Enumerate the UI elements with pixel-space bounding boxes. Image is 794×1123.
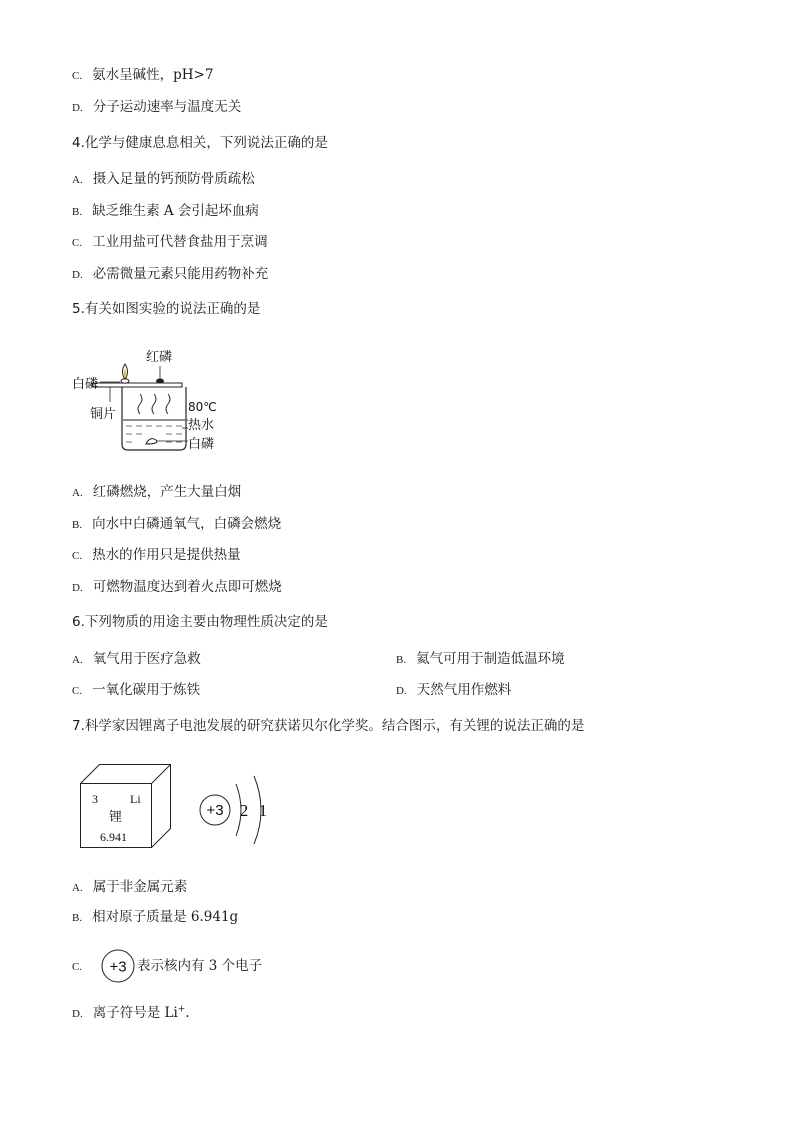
option-7c <box>72 957 92 976</box>
element-name: 锂 <box>109 810 123 825</box>
option-letter: A. <box>72 174 83 186</box>
element-symbol: Li <box>130 792 141 806</box>
option-6d <box>396 681 511 700</box>
option-text: 工业用盐可代替食盐用于烹调 <box>92 234 268 250</box>
option-text: 必需微量元素只能用药物补充 <box>92 266 269 282</box>
red-phosphorus <box>156 379 164 384</box>
option-letter: D. <box>72 269 83 281</box>
label-white-phosphorus-top: 白磷 <box>72 377 99 392</box>
question-4-stem: 4.化学与健康息息相关，下列说法正确的是 <box>72 135 328 151</box>
nucleus-charge: +3 <box>206 802 224 819</box>
label-hot-water: 热水 <box>188 418 215 433</box>
option-text: 缺乏维生素 A 会引起坏血病 <box>92 203 259 219</box>
option-letter: A. <box>72 882 83 894</box>
question-5-stem: 5.有关如图实验的说法正确的是 <box>72 301 261 317</box>
option-letter: D. <box>396 685 407 697</box>
option-letter: C. <box>72 550 83 562</box>
inline-nucleus-charge: +3 <box>109 958 127 976</box>
option-text: 红磷燃烧，产生大量白烟 <box>92 484 242 500</box>
option-text: 可燃物温度达到着火点即可燃烧 <box>92 579 282 595</box>
lithium-atom-structure <box>196 774 276 848</box>
steam <box>138 394 170 414</box>
option-6b <box>396 650 565 669</box>
option-6c <box>72 681 200 700</box>
option-letter: A. <box>72 654 83 666</box>
lithium-element-cell <box>80 763 172 853</box>
option-7c-text: 表示核内有 3 个电子 <box>137 958 263 974</box>
option-5d <box>72 578 282 597</box>
option-letter: B. <box>72 206 83 218</box>
shell-2-electrons: 1 <box>258 801 268 820</box>
option-7a <box>72 878 187 897</box>
option-text: 摄入足量的钙预防骨质疏松 <box>92 171 255 187</box>
option-7b <box>72 908 238 927</box>
option-text: 氧气用于医疗急救 <box>92 651 201 667</box>
option-text: 热水的作用只是提供热量 <box>92 547 241 563</box>
option-text: 向水中白磷通氧气，白磷会燃烧 <box>92 516 282 532</box>
option-letter: C. <box>72 685 83 697</box>
white-phosphorus-underwater <box>146 439 157 444</box>
option-suffix: . <box>185 1005 190 1021</box>
option-4d <box>72 265 268 284</box>
option-4b <box>72 202 259 221</box>
option-letter: B. <box>72 912 83 924</box>
atomic-number: 3 <box>92 792 98 806</box>
option-3d <box>72 98 241 117</box>
option-5a <box>72 483 241 502</box>
option-letter: A. <box>72 487 83 499</box>
option-text: 氦气可用于制造低温环境 <box>416 651 565 667</box>
option-4a <box>72 170 255 189</box>
option-6a <box>72 650 201 669</box>
combustion-experiment-figure <box>70 340 230 460</box>
option-text: 离子符号是 Li <box>92 1005 178 1021</box>
question-7-stem: 7.科学家因锂离子电池发展的研究获诺贝尔化学奖。结合图示，有关锂的说法正确的是 <box>72 718 585 734</box>
option-text: 属于非金属元素 <box>92 879 188 895</box>
label-temperature: 80℃ <box>188 400 217 414</box>
option-3c <box>72 66 213 85</box>
option-letter: D. <box>72 102 83 114</box>
option-letter: C. <box>72 70 83 82</box>
question-6-stem: 6.下列物质的用途主要由物理性质决定的是 <box>72 614 328 630</box>
option-text: 一氧化碳用于炼铁 <box>92 682 201 698</box>
label-red-phosphorus: 红磷 <box>146 350 173 365</box>
shell-1-electrons: 2 <box>239 801 249 820</box>
atomic-mass: 6.941 <box>100 830 127 844</box>
option-4c <box>72 233 268 252</box>
label-copper-plate: 铜片 <box>90 407 117 422</box>
option-5b <box>72 515 281 534</box>
option-letter: C. <box>72 237 83 249</box>
option-letter: B. <box>396 654 407 666</box>
option-text: 分子运动速率与温度无关 <box>92 99 242 115</box>
copper-plate <box>92 383 182 387</box>
option-letter: D. <box>72 1008 83 1020</box>
ion-charge-superscript: + <box>177 1004 186 1015</box>
option-text: 天然气用作燃料 <box>416 682 512 698</box>
option-letter: D. <box>72 582 83 594</box>
option-text: 相对原子质量是 6.941g <box>92 909 239 925</box>
label-white-phosphorus-bottom: 白磷 <box>188 437 215 452</box>
option-letter: B. <box>72 519 83 531</box>
option-5c <box>72 546 241 565</box>
option-text: 氨水呈碱性，pH>7 <box>92 67 214 83</box>
option-7d <box>72 1004 190 1023</box>
nucleus-inline-figure <box>100 948 136 984</box>
option-letter: C. <box>72 961 83 973</box>
